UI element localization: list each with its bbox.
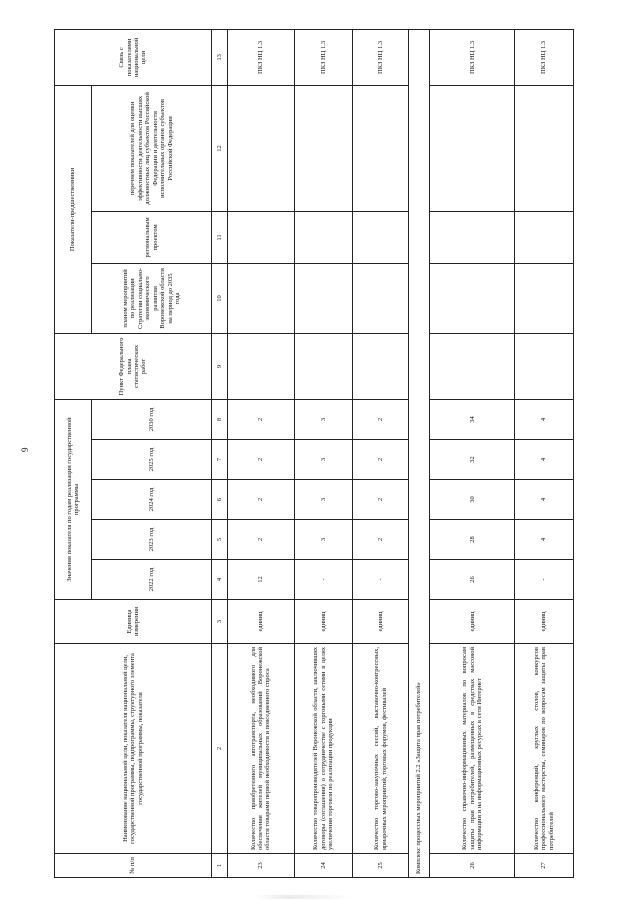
fed-plan-cell	[353, 333, 409, 399]
row-number: 27	[515, 854, 574, 878]
table-row	[227, 29, 294, 877]
plan-header: планом мероприятий по реализации Стратегии социально-экономического развития Воронежской области на период до 2035 года	[92, 263, 212, 333]
row-number: 26	[430, 854, 515, 878]
unit-cell: единиц	[353, 600, 409, 644]
index-cell: 13	[212, 29, 228, 85]
row-number: 24	[294, 854, 353, 878]
value-2024: 2	[353, 480, 409, 520]
value-2030: 3	[294, 399, 353, 439]
section-row	[408, 29, 429, 877]
perf-list-cell	[430, 85, 515, 211]
unit-cell: единиц	[227, 600, 294, 644]
rotated-table-container	[54, 30, 574, 878]
indicator-name: Количество товаропроизводителей Воронежской области, заключивших договоры (соглашения) о сотрудничестве с торговыми сетями в целях увеличения торговли по реализации продукции	[294, 644, 353, 854]
value-2023: 4	[515, 520, 574, 560]
regional-header: региональным проектом	[92, 211, 212, 263]
value-2024: 30	[430, 480, 515, 520]
index-cell: 7	[212, 440, 228, 480]
value-2022: -	[353, 560, 409, 600]
value-2025: 4	[515, 440, 574, 480]
regional-cell	[430, 211, 515, 263]
predecessors-group-header: Показатели-предшественники	[55, 85, 92, 333]
link-cell: ПКЗ НЦ 1.3	[430, 29, 515, 85]
col-link-header: Связь с показателями национальной цели	[55, 29, 212, 85]
table-row	[430, 29, 515, 877]
col-no-header: № п/п	[55, 854, 212, 878]
value-2025: 32	[430, 440, 515, 480]
year-2024-header: 2024 год	[92, 480, 212, 520]
value-2030: 4	[515, 399, 574, 439]
col-fed-plan-header: Пункт Федерального плана статистических работ	[55, 333, 212, 399]
value-2023: 2	[353, 520, 409, 560]
year-2030-header: 2030 год	[92, 399, 212, 439]
table-row	[353, 29, 409, 877]
value-2024: 4	[515, 480, 574, 520]
value-2024: 2	[227, 480, 294, 520]
regional-cell	[294, 211, 353, 263]
section-title: Комплекс процессных мероприятий 2.2 «Защита прав потребителей»	[408, 29, 429, 877]
value-2030: 2	[353, 399, 409, 439]
value-2024: 3	[294, 480, 353, 520]
perf-list-cell	[227, 85, 294, 211]
column-index-row	[212, 29, 228, 877]
scan-artifact	[0, 895, 640, 899]
index-cell: 8	[212, 399, 228, 439]
indicator-name: Количество справочно-информационных материалов по вопросам защиты прав потребителей, размещенных в средствах массовой информации и на информационных ресурсах в сети Интернет	[430, 644, 515, 854]
row-number: 25	[353, 854, 409, 878]
index-cell: 2	[212, 644, 228, 854]
regional-cell	[227, 211, 294, 263]
value-2025: 3	[294, 440, 353, 480]
regional-cell	[515, 211, 574, 263]
table-row	[515, 29, 574, 877]
perf-list-header: перечнем показателей для оценки эффективности деятельности высших должностных лиц субъектов Российской Федерации и деятельности исполнительных органов субъектов Российской Федерации	[92, 85, 212, 211]
value-2025: 2	[353, 440, 409, 480]
plan-cell	[294, 263, 353, 333]
value-2022: 26	[430, 560, 515, 600]
indicator-name: Количество приобретенного автотранспорта, необходимого для обеспечения жителей муниципальных образований Воронежской области товарами первой необходимости и повседневного спроса	[227, 644, 294, 854]
unit-cell: единиц	[515, 600, 574, 644]
year-2022-header: 2022 год	[92, 560, 212, 600]
fed-plan-cell	[515, 333, 574, 399]
unit-cell: единиц	[430, 600, 515, 644]
year-2025-header: 2025 год	[92, 440, 212, 480]
indicators-table	[54, 29, 574, 878]
index-cell: 9	[212, 333, 228, 399]
index-cell: 4	[212, 560, 228, 600]
value-2025: 2	[227, 440, 294, 480]
index-cell: 12	[212, 85, 228, 211]
perf-list-cell	[294, 85, 353, 211]
index-cell: 1	[212, 854, 228, 878]
plan-cell	[515, 263, 574, 333]
index-cell: 6	[212, 480, 228, 520]
table-row	[294, 29, 353, 877]
fed-plan-cell	[430, 333, 515, 399]
perf-list-cell	[353, 85, 409, 211]
value-2023: 28	[430, 520, 515, 560]
perf-list-cell	[515, 85, 574, 211]
col-name-header: Наименование национальной цели, показателя национальной цели, государственной программы, подпрограммы, структурного элемента государственной программы, показателя	[55, 644, 212, 854]
page-number: 9	[20, 447, 30, 452]
value-2023: 2	[227, 520, 294, 560]
fed-plan-cell	[294, 333, 353, 399]
index-cell: 5	[212, 520, 228, 560]
year-2023-header: 2023 год	[92, 520, 212, 560]
indicator-name: Количество торгово-закупочных сессий, выставочно-конгрессных, ярмарочных мероприятий, торговых форумов, фестивалей	[353, 644, 409, 854]
regional-cell	[353, 211, 409, 263]
value-2023: 3	[294, 520, 353, 560]
value-2030: 34	[430, 399, 515, 439]
value-2030: 2	[227, 399, 294, 439]
index-cell: 11	[212, 211, 228, 263]
fed-plan-cell	[227, 333, 294, 399]
row-number: 23	[227, 854, 294, 878]
plan-cell	[430, 263, 515, 333]
unit-cell: единиц	[294, 600, 353, 644]
values-group-header: Значения показателя по годам реализации государственной программы	[55, 399, 92, 599]
value-2022: 12	[227, 560, 294, 600]
link-cell: ПКЗ НЦ 1.3	[294, 29, 353, 85]
col-unit-header: Единица измерения	[55, 600, 212, 644]
plan-cell	[227, 263, 294, 333]
index-cell: 10	[212, 263, 228, 333]
value-2022: -	[294, 560, 353, 600]
value-2022: -	[515, 560, 574, 600]
indicator-name: Количество конференций, круглых столов, конкурсов профессионального мастерства, семинаров по вопросам защиты прав потребителей	[515, 644, 574, 854]
index-cell: 3	[212, 600, 228, 644]
link-cell: ПКЗ НЦ 1.3	[515, 29, 574, 85]
link-cell: ПКЗ НЦ 1.3	[353, 29, 409, 85]
plan-cell	[353, 263, 409, 333]
link-cell: ПКЗ НЦ 1.3	[227, 29, 294, 85]
